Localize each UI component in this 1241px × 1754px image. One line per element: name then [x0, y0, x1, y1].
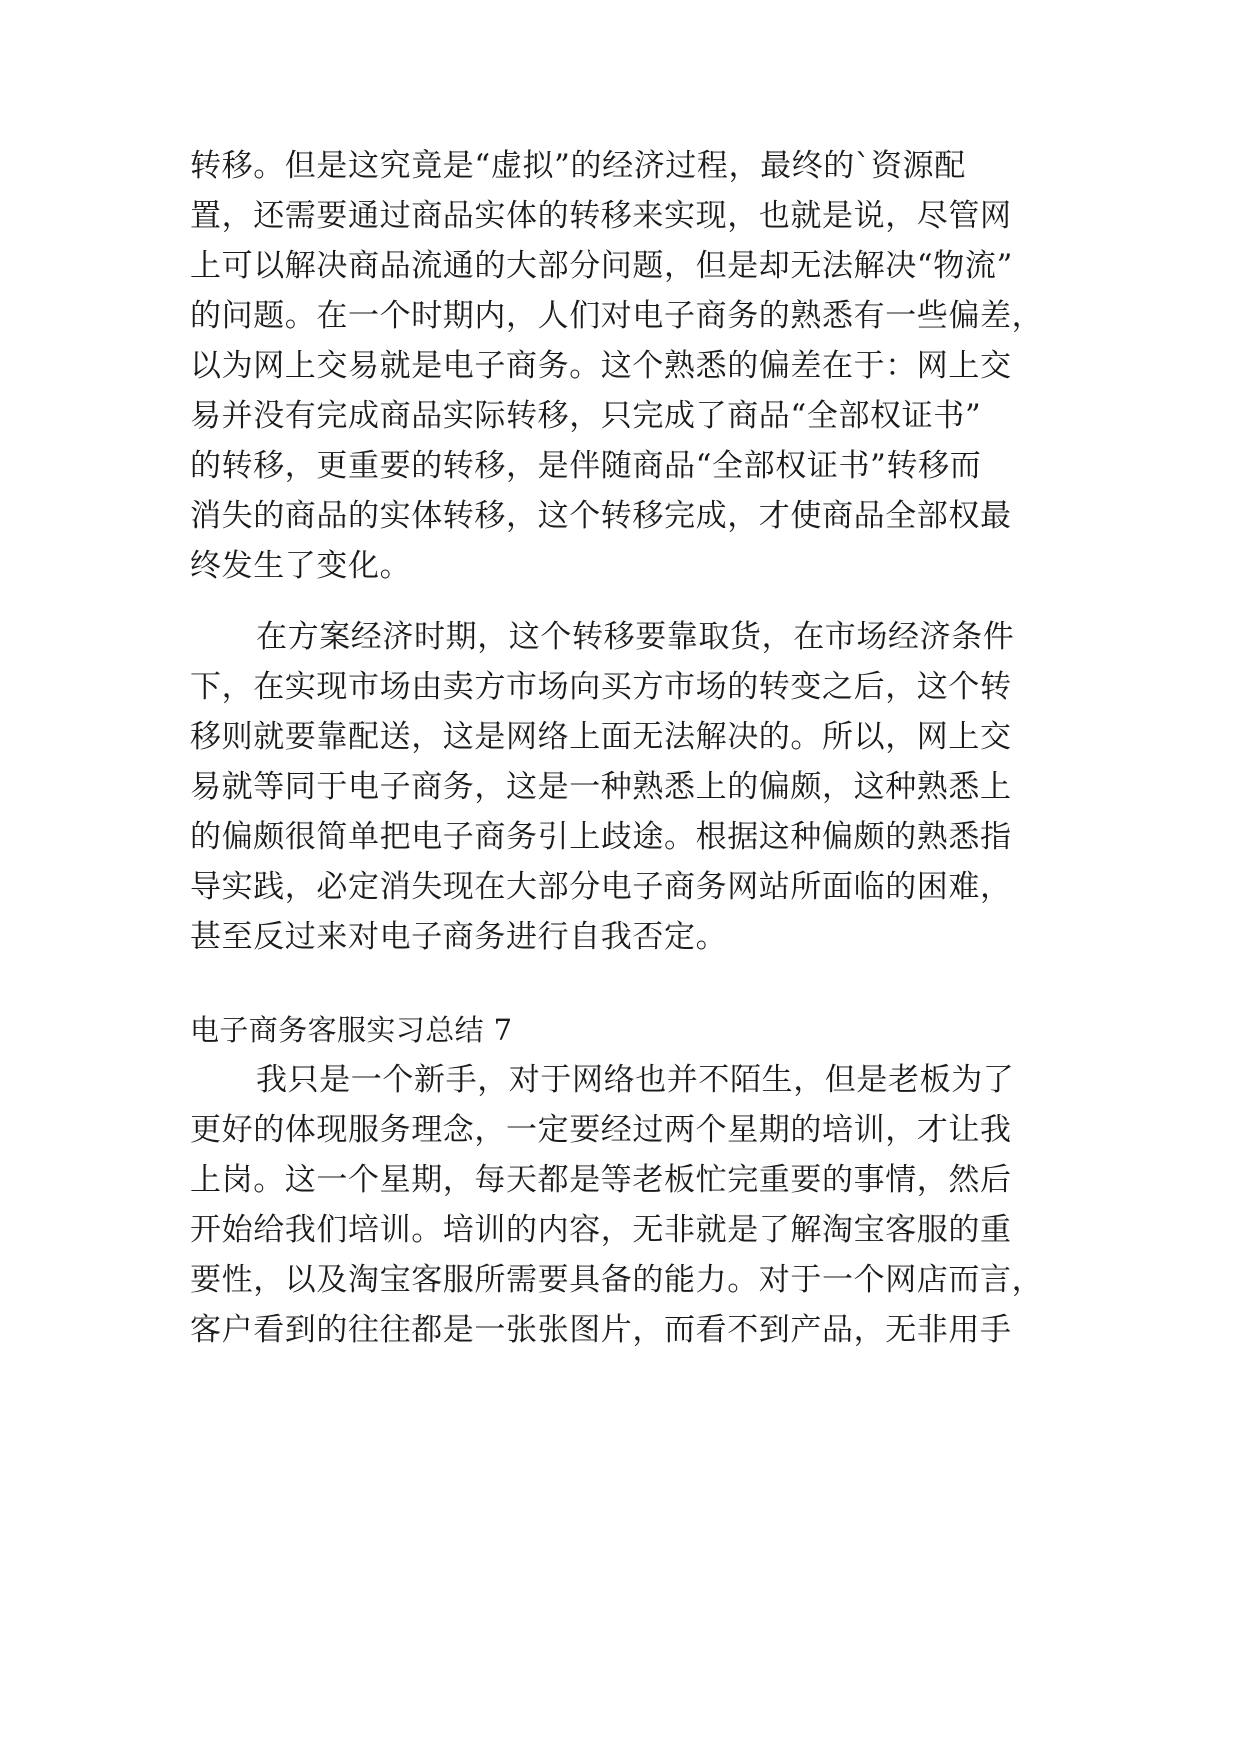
text-line: 的问题。在一个时期内，人们对电子商务的熟悉有一些偏差，: [190, 298, 1044, 334]
text-line: 转移。但是这究竟是“虚拟”的经济过程，最终的`资源配: [190, 148, 966, 184]
text-line: 置，还需要通过商品实体的转移来实现，也就是说，尽管网: [190, 198, 1012, 234]
text-line: 客户看到的往往都是一张张图片，而看不到产品，无非用手: [190, 1312, 1012, 1348]
text-line: 要性，以及淘宝客服所需要具备的能力。对于一个网店而言，: [190, 1262, 1044, 1298]
text-line: 更好的体现服务理念，一定要经过两个星期的培训，才让我: [190, 1112, 1012, 1148]
text-line: 移则就要靠配送，这是网络上面无法解决的。所以，网上交: [190, 719, 1012, 755]
text-line: 下，在实现市场由卖方市场向买方市场的转变之后，这个转: [190, 669, 1012, 705]
text-line: 上可以解决商品流通的大部分问题，但是却无法解决“物流”: [190, 248, 1013, 284]
text-line: 的偏颇很简单把电子商务引上歧途。根据这种偏颇的熟悉指: [190, 819, 1012, 855]
section-heading: 电子商务客服实习总结 7: [190, 1013, 513, 1047]
text-line: 终发生了变化。: [190, 548, 412, 584]
text-line: 导实践，必定消失现在大部分电子商务网站所面临的困难，: [190, 869, 1012, 905]
text-line: 的转移，更重要的转移，是伴随商品“全部权证书”转移而: [190, 448, 982, 484]
text-line: 在方案经济时期，这个转移要靠取货，在市场经济条件: [256, 619, 1015, 655]
text-line: 我只是一个新手，对于网络也并不陌生，但是老板为了: [256, 1062, 1015, 1098]
text-line: 开始给我们培训。培训的内容，无非就是了解淘宝客服的重: [190, 1212, 1012, 1248]
text-line: 甚至反过来对电子商务进行自我否定。: [190, 919, 728, 955]
text-line: 以为网上交易就是电子商务。这个熟悉的偏差在于：网上交: [190, 348, 1012, 384]
text-line: 易就等同于电子商务，这是一种熟悉上的偏颇，这种熟悉上: [190, 769, 1012, 805]
text-line: 上岗。这一个星期，每天都是等老板忙完重要的事情，然后: [190, 1162, 1012, 1198]
text-line: 易并没有完成商品实际转移，只完成了商品“全部权证书”: [190, 398, 982, 434]
text-line: 消失的商品的实体转移，这个转移完成，才使商品全部权最: [190, 498, 1012, 534]
